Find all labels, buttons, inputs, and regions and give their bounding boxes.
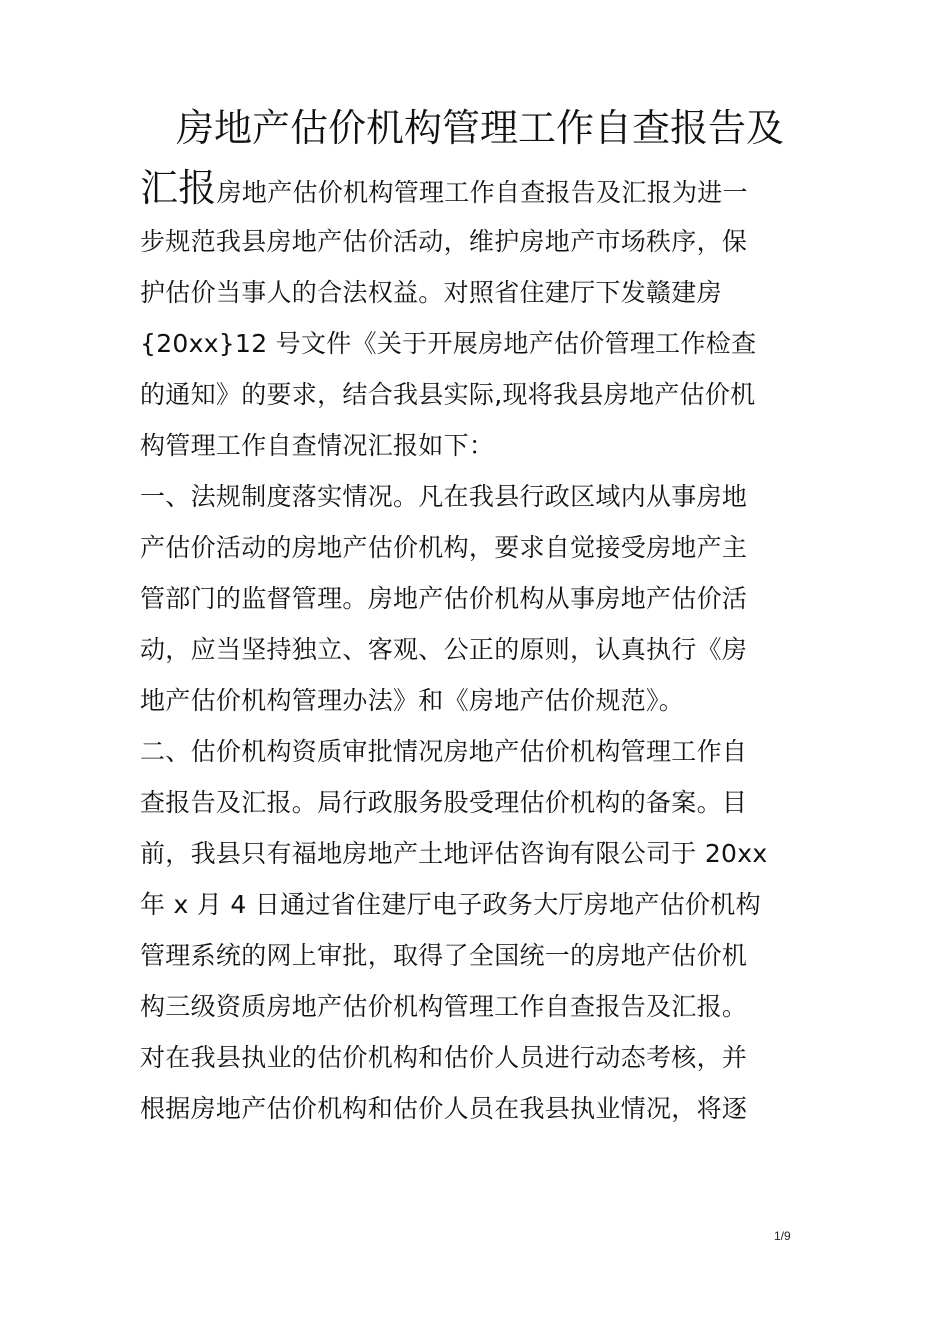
body-line: 管部门的监督管理。房地产估价机构从事房地产估价活 bbox=[140, 584, 748, 613]
body-line: 产估价活动的房地产估价机构，要求自觉接受房地产主 bbox=[140, 533, 748, 562]
body-line: 查报告及汇报。局行政服务股受理估价机构的备案。目 bbox=[140, 788, 748, 817]
section-heading-line: 一、法规制度落实情况。凡在我县行政区域内从事房地 bbox=[140, 482, 748, 511]
body-line: {20xx}12 号文件《关于开展房地产估价管理工作检查 bbox=[140, 329, 757, 358]
body-line: 构管理工作自查情况汇报如下： bbox=[140, 431, 495, 460]
page-number: 1/9 bbox=[774, 1229, 791, 1243]
body-line: 动，应当坚持独立、客观、公正的原则，认真执行《房 bbox=[140, 635, 748, 664]
body-line bbox=[140, 160, 830, 216]
section-heading-line: 二、估价机构资质审批情况房地产估价机构管理工作自 bbox=[140, 737, 748, 766]
body-line: 护估价当事人的合法权益。对照省住建厅下发赣建房 bbox=[140, 278, 722, 307]
body-line: 的通知》的要求，结合我县实际,现将我县房地产估价机 bbox=[140, 380, 756, 409]
body-line: 管理系统的网上审批，取得了全国统一的房地产估价机 bbox=[140, 941, 748, 970]
body-line: 地产估价机构管理办法》和《房地产估价规范》。 bbox=[140, 686, 685, 715]
body-line: 年 x 月 4 日通过省住建厅电子政务大厅房地产估价机构 bbox=[140, 890, 761, 919]
body-line-text: 房地产估价机构管理工作自查报告及汇报为进一 bbox=[216, 178, 748, 207]
body-line: 步规范我县房地产估价活动，维护房地产市场秩序，保 bbox=[140, 227, 748, 256]
document-title-line-1: 房地产估价机构管理工作自查报告及 bbox=[176, 106, 785, 150]
body-line: 构三级资质房地产估价机构管理工作自查报告及汇报。 bbox=[140, 992, 748, 1021]
body-line: 前，我县只有福地房地产土地评估咨询有限公司于 20xx bbox=[140, 839, 768, 868]
body-line: 对在我县执业的估价机构和估价人员进行动态考核，并 bbox=[140, 1043, 748, 1072]
document-title-line-2: 汇报 bbox=[140, 166, 217, 210]
document-body bbox=[140, 160, 830, 1134]
body-line: 根据房地产估价机构和估价人员在我县执业情况，将逐 bbox=[140, 1094, 748, 1123]
